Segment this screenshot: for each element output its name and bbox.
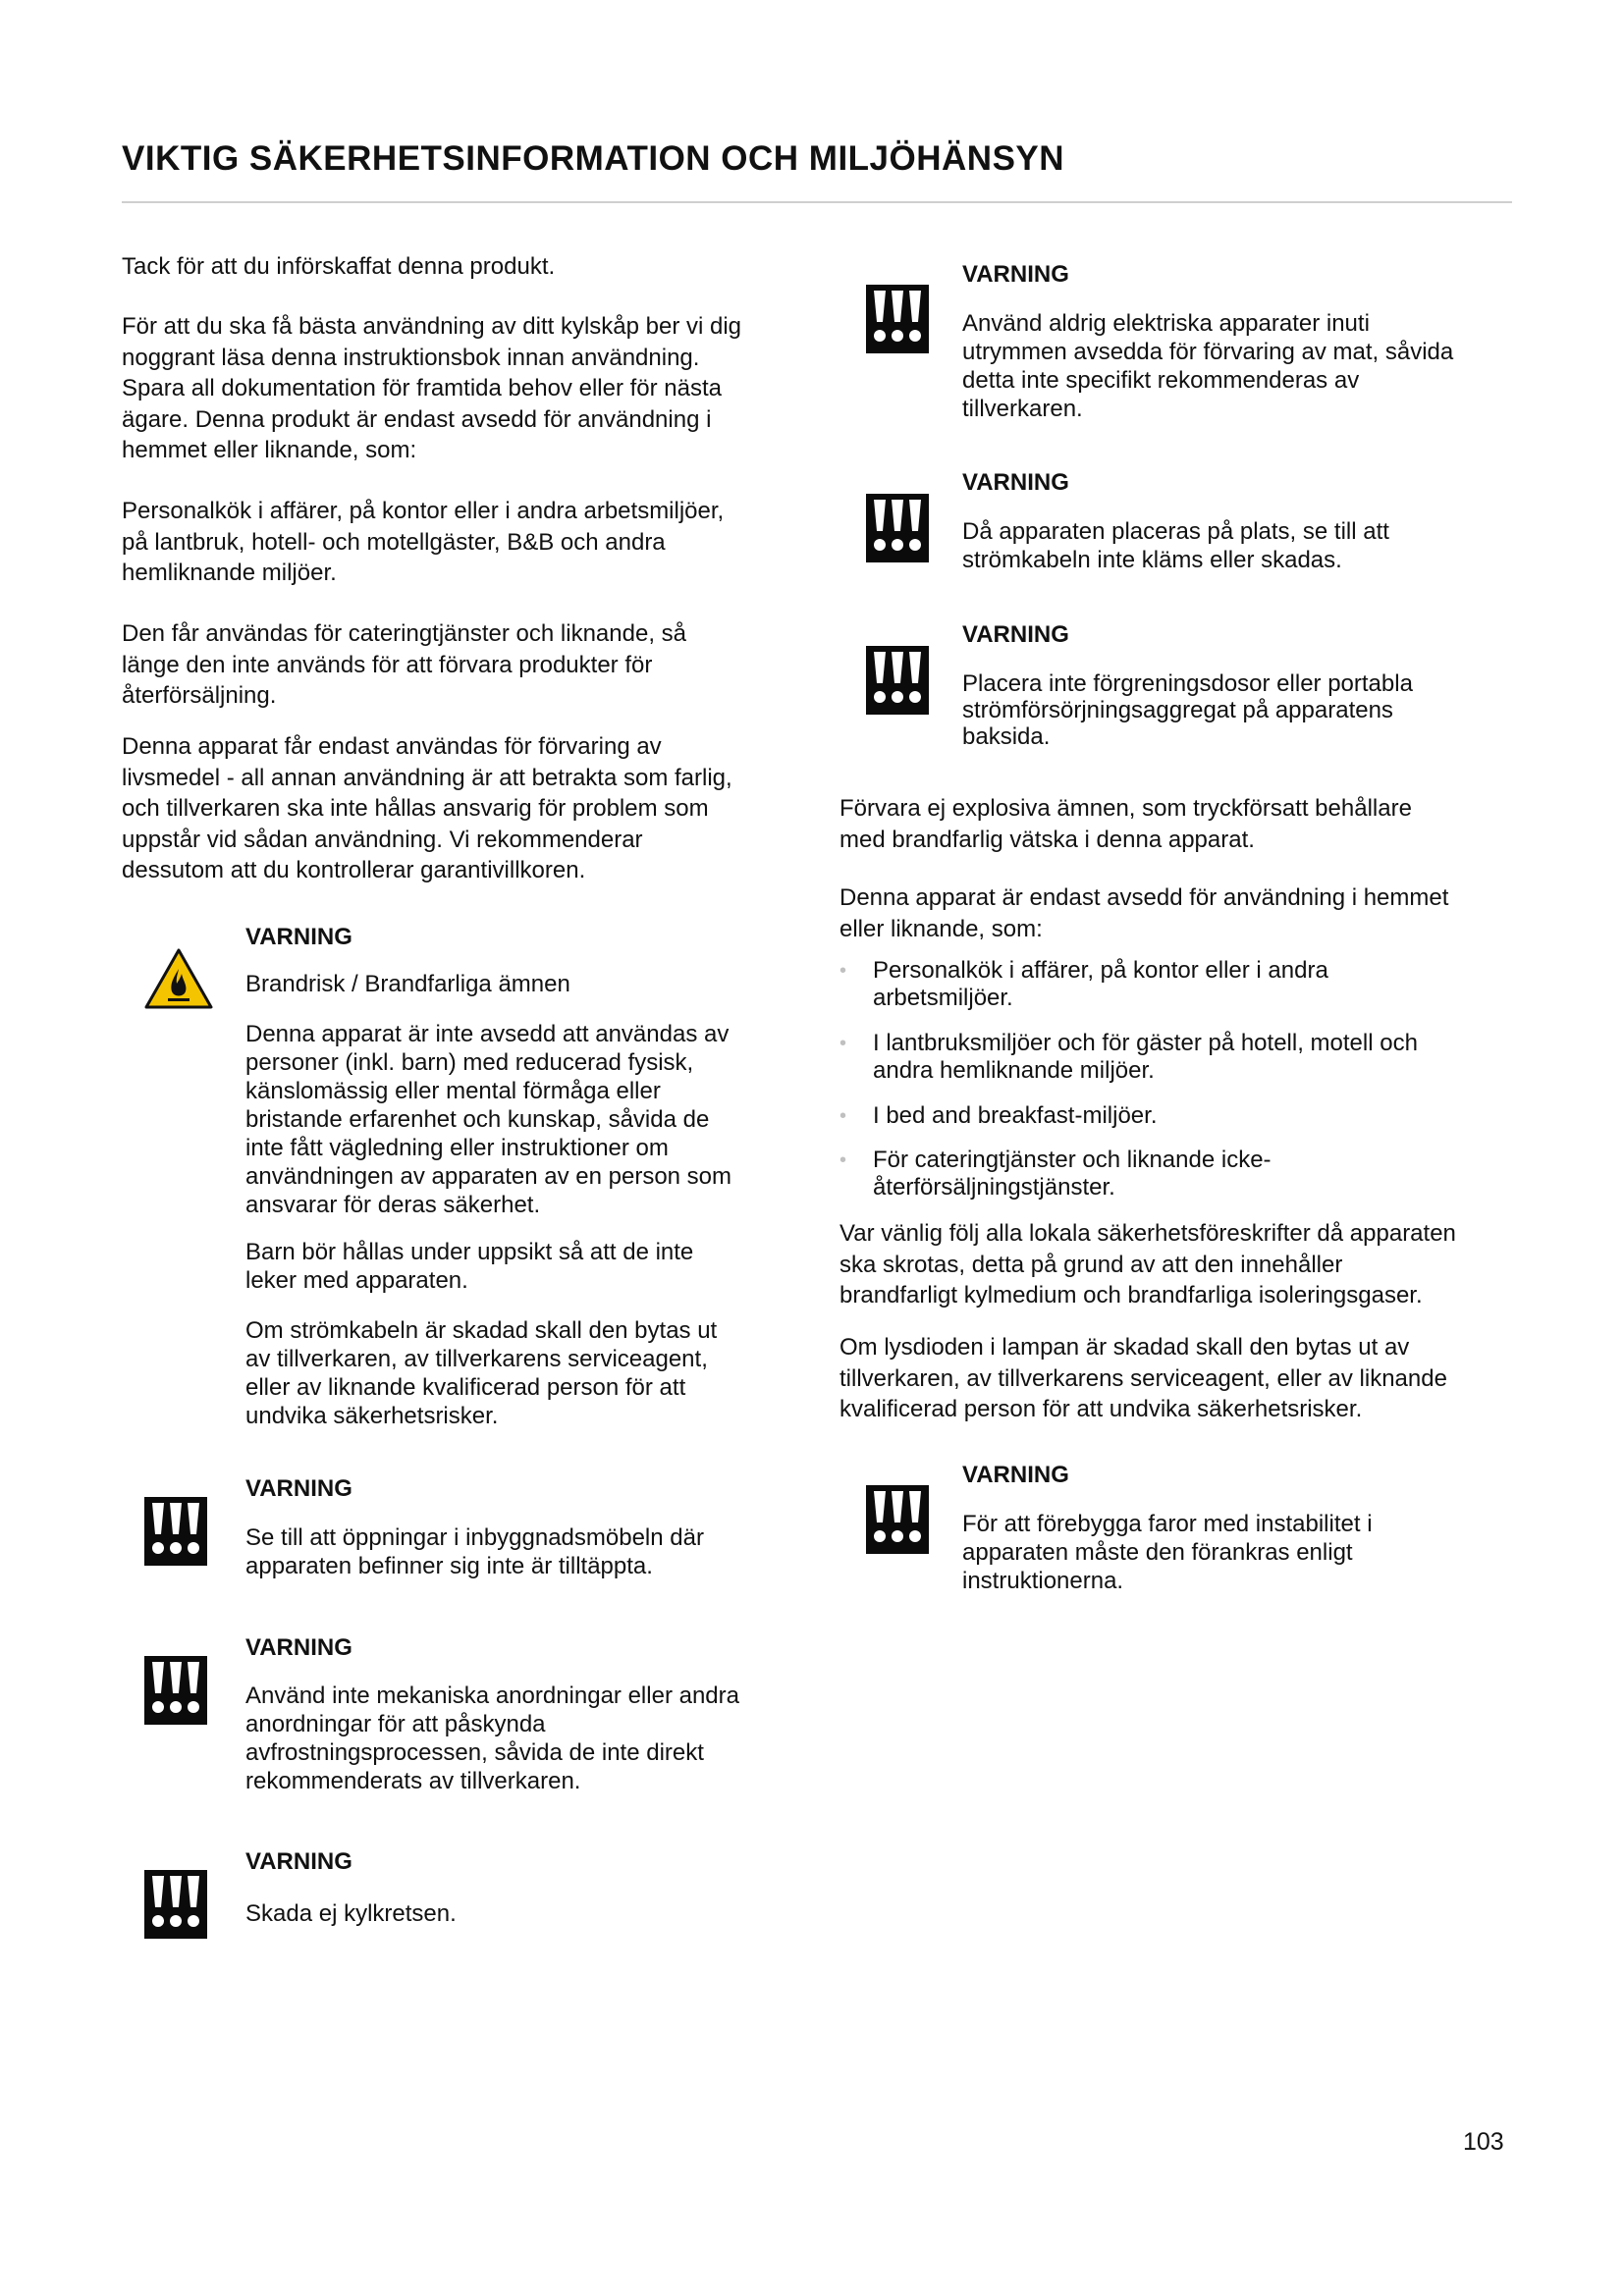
storage-paragraph: Denna apparat får endast användas för förvaring av livsmedel - all annan användning är att betrakta som farlig, och tillverkaren ska inte hållas ansvarig för problem som uppstår vid sådan användning. Vi rekommenderar dessutom att du kontrollerar garantivillkoren. <box>122 733 732 883</box>
fire-warning-paragraph-1: Denna apparat är inte avsedd att användas av personer (inkl. barn) med reducerad fysisk, känslomässig eller mental förmåga eller bristande erfarenhet och kunskap, såvida de inte fått vägledning eller instruktioner om användningen av apparaten av en person som ansvarar för deras säkerhet. <box>245 1021 732 1218</box>
list-item: • I bed and breakfast-miljöer. <box>839 1102 1158 1129</box>
warning-openings-heading: VARNING <box>245 1475 352 1502</box>
warning-electrical-heading: VARNING <box>962 261 1069 288</box>
warning-power-strip-text: Placera inte förgreningsdosor eller portabla strömförsörjningsaggregat på apparatens baksida. <box>962 670 1413 750</box>
intro-paragraph: För att du ska få bästa användning av ditt kylskåp ber vi dig noggrant läsa denna instruktionsbok innan användning. Spara all dokumentation för framtida behov eller för nästa ägare. Denna produkt är endast avsedd för användning i hemmet eller liknande, som: <box>122 313 742 463</box>
led-paragraph: Om lysdioden i lampan är skadad skall den bytas ut av tillverkaren, av tillverkarens serviceagent, eller av liknande kvalificerad person för att undvika säkerhetsrisker. <box>839 1334 1447 1422</box>
fire-warning-paragraph-2: Barn bör hållas under uppsikt så att de inte leker med apparaten. <box>245 1239 694 1294</box>
fire-warning-subtitle: Brandrisk / Brandfarliga ämnen <box>245 971 570 997</box>
general-warning-icon <box>144 1870 207 1939</box>
fire-warning-heading: VARNING <box>245 924 352 950</box>
general-warning-icon <box>866 285 929 353</box>
general-warning-icon <box>144 1497 207 1566</box>
title-divider <box>122 201 1512 203</box>
warning-circuit-heading: VARNING <box>245 1848 352 1875</box>
bullet-dot-icon: • <box>839 1149 847 1171</box>
bullet-dot-icon: • <box>839 960 847 982</box>
list-item: • Personalkök i affärer, på kontor eller i andra arbetsmiljöer. <box>839 957 1328 1011</box>
intro-thanks: Tack för att du införskaffat denna produkt. <box>122 253 556 280</box>
warning-openings-text: Se till att öppningar i inbyggnadsmöbeln där apparaten befinner sig inte är tilltäppta. <box>245 1524 704 1579</box>
warning-circuit-text: Skada ej kylkretsen. <box>245 1900 457 1927</box>
warning-stability-heading: VARNING <box>962 1462 1069 1488</box>
warning-power-strip-heading: VARNING <box>962 621 1069 648</box>
usage-paragraph: Personalkök i affärer, på kontor eller i andra arbetsmiljöer, på lantbruk, hotell- och motellgäster, B&B och andra hemliknande miljöer. <box>122 498 725 586</box>
page-title: VIKTIG SÄKERHETSINFORMATION OCH MILJÖHÄNSYN <box>122 139 1065 178</box>
list-item: • För cateringtjänster och liknande icke- återförsäljningstjänster. <box>839 1147 1272 1201</box>
general-warning-icon <box>144 1656 207 1725</box>
warning-defrost-heading: VARNING <box>245 1634 352 1661</box>
disposal-paragraph: Var vänlig följ alla lokala säkerhetsföreskrifter då apparaten ska skrotas, detta på grund av att den innehåller brandfarligt kylmedium och brandfarliga isoleringsgaser. <box>839 1220 1456 1308</box>
household-use-paragraph: Denna apparat är endast avsedd för användning i hemmet eller liknande, som: <box>839 884 1449 942</box>
flammable-warning-icon <box>143 947 214 1010</box>
warning-cable-heading: VARNING <box>962 469 1069 496</box>
fire-warning-paragraph-3: Om strömkabeln är skadad skall den bytas ut av tillverkaren, av tillverkarens serviceagent, eller av liknande kvalificerad person för att undvika säkerhetsrisker. <box>245 1317 718 1429</box>
page-number: 103 <box>1463 2128 1504 2156</box>
catering-paragraph: Den får användas för cateringtjänster och liknande, så länge den inte används för att förvara produkter för återförsäljning. <box>122 620 687 709</box>
bullet-dot-icon: • <box>839 1105 847 1127</box>
general-warning-icon <box>866 494 929 562</box>
warning-stability-text: För att förebygga faror med instabilitet i apparaten måste den förankras enligt instruktionerna. <box>962 1511 1373 1594</box>
explosives-paragraph: Förvara ej explosiva ämnen, som tryckförsatt behållare med brandfarlig vätska i denna apparat. <box>839 795 1412 853</box>
bullet-dot-icon: • <box>839 1033 847 1054</box>
warning-cable-text: Då apparaten placeras på plats, se till att strömkabeln inte kläms eller skadas. <box>962 518 1389 573</box>
general-warning-icon <box>866 1485 929 1554</box>
general-warning-icon <box>866 646 929 715</box>
list-item: • I lantbruksmiljöer och för gäster på hotell, motell och andra hemliknande miljöer. <box>839 1030 1418 1084</box>
warning-defrost-text: Använd inte mekaniska anordningar eller andra anordningar för att påskynda avfrostningsprocessen, såvida de inte direkt rekommenderats av tillverkaren. <box>245 1682 739 1794</box>
warning-electrical-text: Använd aldrig elektriska apparater inuti utrymmen avsedda för förvaring av mat, såvida detta inte specifikt rekommenderas av tillverkaren. <box>962 310 1454 422</box>
